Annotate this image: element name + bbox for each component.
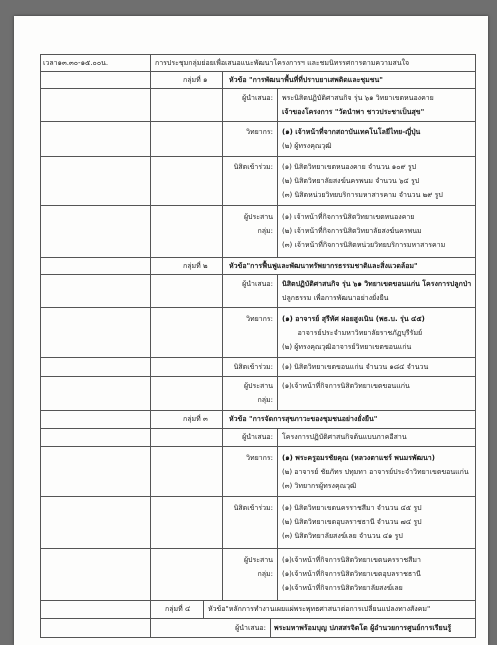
coordinator-label: ผู้ประสาน กลุ่ม: xyxy=(243,556,273,578)
group-label: กลุ่มที่ ๑ xyxy=(183,76,208,84)
group-topic: หัวข้อ "การจัดการสุขภาวะของชุมชนอย่างยั่งยืน" xyxy=(229,415,378,423)
group-2-speaker-row xyxy=(40,307,476,357)
group-label: กลุ่มที่ ๒ xyxy=(183,262,208,270)
presenter-label: ผู้นำเสนอ: xyxy=(242,433,273,441)
coordinator-label: ผู้ประสาน กลุ่ม: xyxy=(243,382,273,404)
presenter-value: นิสิตปฏิบัติศาสนกิจ รุ่น ๖๑ วิทยาเขตขอนแก่น โครงการปลูกป่า ปลูกธรรม เพื่อการพัฒนาอย่างยั่งยืน xyxy=(282,280,472,302)
attendee-value: (๑) นิสิตวิทยาเขตขอนแก่น จำนวน ๑๘๔ จำนวน xyxy=(282,363,429,371)
group-4-topic-row xyxy=(40,600,476,618)
coordinator-value: (๑)เจ้าหน้าที่กิจการนิสิตวิทยาเขตนครราชสีมา (๑)เจ้าหน้าที่กิจการนิสิตวิทยาเขตอุบลราชธานี (๑)เจ้าหน้าที่กิจการนิสิตวิทยาลัยสงฆ์เลย xyxy=(282,556,421,592)
session-time: เวลา๑๓.๓๐-๑๕.๐๐น. xyxy=(43,59,109,67)
group-topic: หัวข้อ "การพัฒนาพื้นที่ที่ปราบยาเสพติดและชุมชน" xyxy=(229,76,383,84)
attendee-label: นิสิตเข้าร่วม: xyxy=(233,363,273,371)
group-2-attendee-row xyxy=(40,357,476,376)
speaker-value: (๑) เจ้าหน้าที่จากสถาบันเทคโนโลยีไทย-ญี่ปุ่น (๒) ผู้ทรงคุณวุฒิ xyxy=(282,128,421,150)
presenter-label: ผู้นำเสนอ: xyxy=(242,94,273,102)
group-1-speaker-row xyxy=(40,121,476,156)
coordinator-value: (๑) เจ้าหน้าที่กิจการนิสิตวิทยาเขตหนองคาย (๒) เจ้าหน้าที่กิจการนิสิตวิทยาลัยสงฆ์นครพนม (๓) เจ้าหน้าที่กิจการนิสิตหน่วยวิทยบริการมหาสารคาม xyxy=(282,213,446,249)
group-1-presenter-row xyxy=(40,88,476,121)
attendee-value: (๑) นิสิตวิทยาเขตหนองคาย จำนวน ๑๐๙ รูป (๒) นิสิตวิทยาลัยสงฆ์นครพนม จำนวน ๖๔ รูป (๓) นิสิตหน่วยวิทยบริการมหาสารคาม จำนวน ๒๙ รูป xyxy=(282,163,443,199)
group-2-topic-row xyxy=(40,257,476,274)
group-1-topic-row xyxy=(40,71,476,88)
coordinator-value: (๑)เจ้าหน้าที่กิจการนิสิตวิทยาเขตขอนแก่น xyxy=(282,382,410,390)
group-label: กลุ่มที่ ๓ xyxy=(183,415,208,423)
group-topic: หัวข้อ"การฟื้นฟูและพัฒนาทรัพยากรธรรมชาติและสิ่งแวดล้อม" xyxy=(229,262,418,270)
group-topic: หัวข้อ"หลักการทำงานเผยแผ่พระพุทธศาสนาต่อการเปลี่ยนแปลงทางสังคม" xyxy=(208,605,431,613)
attendee-label: นิสิตเข้าร่วม: xyxy=(233,504,273,512)
group-3-attendee-row xyxy=(40,496,476,548)
speaker-value: (๑) อาจารย์ สุรีทัศ ฝอยสูงเนิน (พธ.บ. รุ่น ๔๕) อาจารย์ประจำมหาวิทยาลัยราชภัฏบุรีรัมย์ (๒) ผู้ทรงคุณวุฒิอาจารย์วิทยาเขตขอนแก่น xyxy=(282,315,425,351)
attendee-label: นิสิตเข้าร่วม: xyxy=(233,163,273,171)
group-1-coordinator-row xyxy=(40,205,476,257)
group-3-presenter-row xyxy=(40,428,476,446)
time-row xyxy=(40,54,476,71)
speaker-label: วิทยากร: xyxy=(246,454,273,462)
presenter-value: พระมหาพร้อมบุญ ปภสสรจิตโต ผู้อำนวยการศูนย์การเรียนรู้ xyxy=(274,624,452,632)
schedule-table xyxy=(40,54,476,638)
group-label: กลุ่มที่ ๔ xyxy=(165,605,191,613)
group-2-presenter-row xyxy=(40,274,476,307)
coordinator-label: ผู้ประสาน กลุ่ม: xyxy=(243,213,273,235)
document-page xyxy=(14,16,488,645)
group-3-speaker-row xyxy=(40,446,476,496)
group-3-topic-row xyxy=(40,410,476,428)
speaker-label: วิทยากร: xyxy=(246,128,273,136)
group-1-attendee-row xyxy=(40,156,476,205)
presenter-label: ผู้นำเสนอ: xyxy=(235,624,266,632)
presenter-label: ผู้นำเสนอ: xyxy=(242,280,273,288)
presenter-value: พระนิสิตปฏิบัติศาสนกิจ รุ่น ๖๑ วิทยาเขตหนองคาย เจ้าของโครงการ "วัดนำพา ชาวประชาเป็นสุข" xyxy=(282,94,434,116)
session-description: การประชุมกลุ่มย่อยเพื่อเสนอแนะพัฒนาโครงการฯ และชมนิทรรศการตามความสนใจ xyxy=(155,59,410,67)
group-4-presenter-row xyxy=(40,618,476,638)
speaker-value: (๑) พระครูอมรชัยคุณ (หลวงตาแชร์ พนมรพัฒนา) (๒) อาจารย์ ชัยภัทร ปทุมทา อาจารย์ประจำวิทยาเขตขอนแก่น (๓) วิทยากรผู้ทรงคุณวุฒิ xyxy=(282,454,469,490)
group-2-coordinator-row xyxy=(40,376,476,410)
speaker-label: วิทยากร: xyxy=(246,315,273,323)
group-3-coordinator-row xyxy=(40,548,476,600)
presenter-value: โครงการปฏิบัติศาสนกิจต้นแบบภาคอีสาน xyxy=(282,433,407,441)
attendee-value: (๑) นิสิตวิทยาเขตนครราชสีมา จำนวน ๔๕ รูป (๒) นิสิตวิทยาเขตอุบลราชธานี จำนวน ๗๔ รูป (๓) นิสิตวิทยาลัยสงฆ์เลย จำนวน ๔๑ รูป xyxy=(282,504,422,540)
